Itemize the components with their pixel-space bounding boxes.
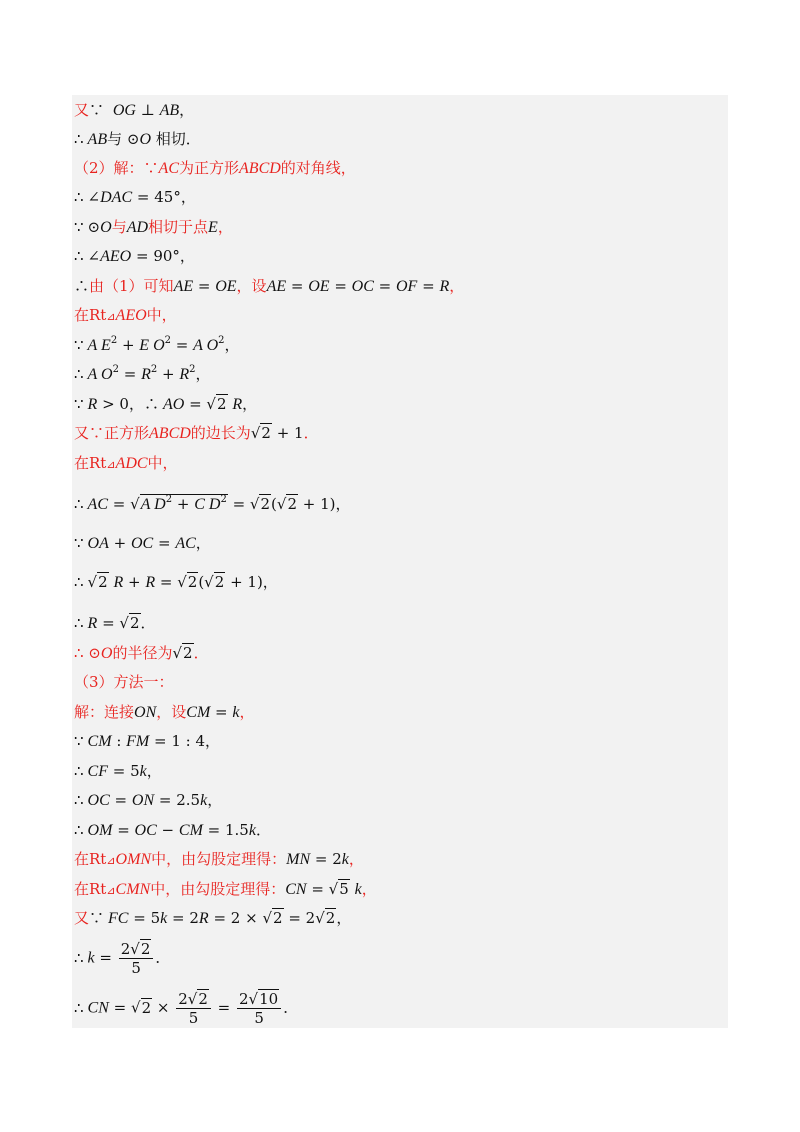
line-17: ∴ R = √2． — [74, 614, 156, 632]
fraction: $\frac{2√2}{5}$ — [119, 940, 154, 977]
line-29: ∴ CN = √2 × $\frac{2√2}{5}$ = $\frac{2√10}{5}$ ． — [74, 990, 299, 1027]
fraction: $\frac{2√10}{5}$ — [237, 990, 281, 1027]
line-26: 在Rt⊿CMN中，由勾股定理得：CN = √5 k， — [74, 880, 377, 898]
line-5: ∵ ⊙O与AD相切于点E， — [74, 218, 233, 236]
line-7: ∴由（1）可知AE = OE，设AE = OE = OC = OF = R， — [74, 277, 465, 295]
line-12: 又∵正方形ABCD的边长为√2 + 1． — [74, 424, 319, 442]
line-24: ∴ OM = OC − CM = 1.5k． — [74, 821, 271, 839]
line-18: ∴ ⊙O的半径为√2． — [74, 644, 209, 662]
line-2: ∴ AB与 ⊙O 相切． — [74, 130, 201, 148]
line-27: 又∵ FC = 5k = 2R = 2 × √2 = 2√2， — [74, 909, 352, 927]
line-19: （3）方法一： — [74, 673, 174, 691]
line-9: ∵ A $E^2 + E$ $O^2 = A$ $O^2$， — [74, 335, 240, 354]
line-23: ∴ OC = ON = 2.5k， — [74, 791, 223, 809]
line-15: ∵ OA + OC = AC， — [74, 534, 211, 552]
line-3: （2）解：∵AC为正方形ABCD的对角线， — [74, 159, 356, 177]
line-11: ∵ R > 0，∴ AO = √2 R， — [74, 395, 258, 413]
line-10: ∴ A $O^2 = R^2 + R^2$， — [74, 364, 211, 383]
line-16: ∴ √2 R + R = √2(√2 + 1)， — [74, 573, 278, 591]
line-6: ∴ ∠AEO = 90°， — [74, 247, 195, 265]
line-14: ∴ AC = √A $D^2 + C$ $D^2 = √2(√2 + 1)$， — [74, 494, 351, 513]
line-22: ∴ CF = 5k， — [74, 762, 162, 780]
fraction: $\frac{2√2}{5}$ — [176, 990, 211, 1027]
line-8: 在Rt⊿AEO中， — [74, 306, 177, 324]
line-4: ∴ ∠DAC = 45°， — [74, 188, 196, 206]
line-28: ∴ k = $\frac{2√2}{5}$ ． — [74, 940, 171, 977]
line-13: 在Rt⊿ADC中， — [74, 454, 178, 472]
line-21: ∵ CM : FM = 1 : 4， — [74, 732, 221, 750]
line-1: 又∵ OG ⊥ AB， — [74, 101, 195, 119]
line-25: 在Rt⊿OMN中，由勾股定理得：MN = 2k， — [74, 850, 364, 868]
line-20: 解：连接ON，设CM = k， — [74, 703, 255, 721]
